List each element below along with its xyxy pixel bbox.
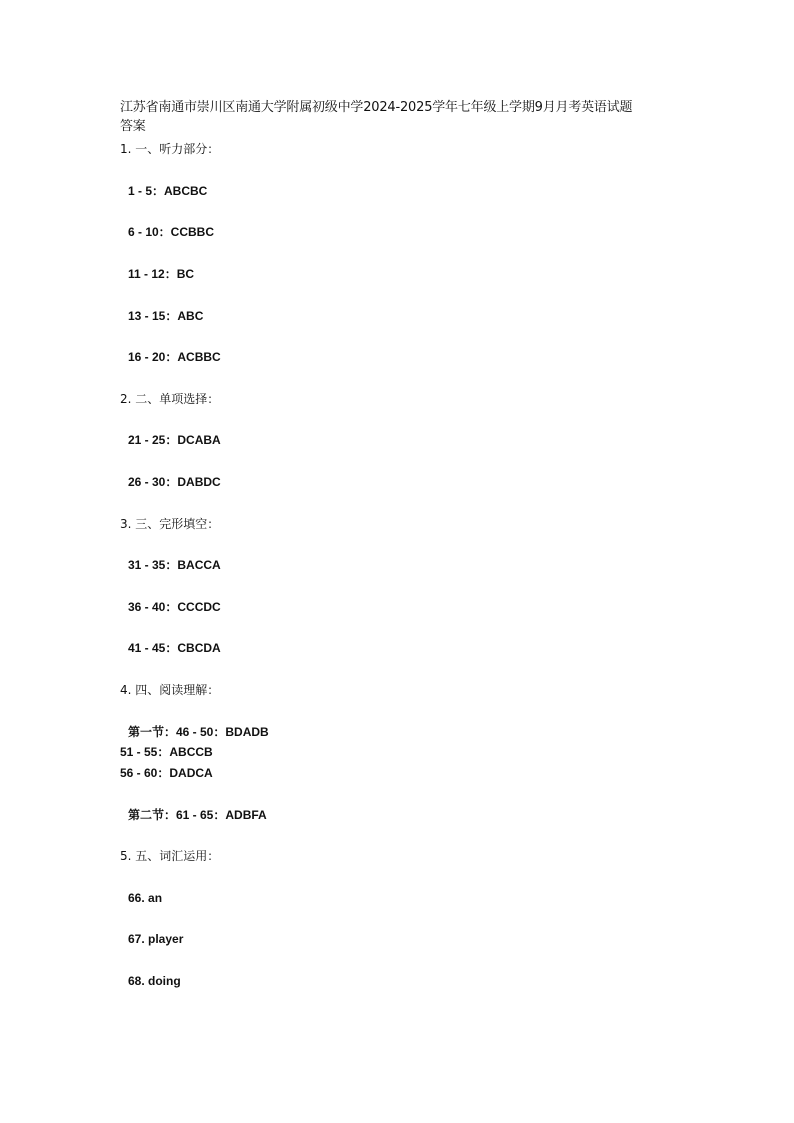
- document-subtitle: 答案: [120, 119, 146, 134]
- answer-line: 26 - 30：DABDC: [128, 475, 221, 489]
- answer-line: 21 - 25：DCABA: [128, 433, 221, 447]
- answer-line: 51 - 55：ABCCB: [120, 745, 213, 759]
- answer-line: 第二节：61 - 65：ADBFA: [128, 808, 267, 822]
- section-heading-single-choice: 2. 二、单项选择：: [120, 392, 220, 406]
- document-title-text: 江苏省南通市崇川区南通大学附属初级中学2024-2025学年七年级上学期9月月考英语试题: [120, 100, 633, 115]
- answer-line: 第一节：46 - 50：BDADB: [128, 725, 269, 739]
- section-heading-vocabulary: 5. 五、词汇运用：: [120, 849, 220, 863]
- section-heading-reading: 4. 四、阅读理解：: [120, 683, 220, 697]
- answer-line: 1 - 5：ABCBC: [128, 184, 208, 198]
- answer-line: 6 - 10：CCBBC: [128, 225, 215, 239]
- answer-line: 56 - 60：DADCA: [120, 766, 213, 780]
- answer-line: 31 - 35：BACCA: [128, 558, 221, 572]
- section-heading-cloze: 3. 三、完形填空：: [120, 517, 220, 531]
- answer-line: 16 - 20：ACBBC: [128, 350, 221, 364]
- answer-line: 13 - 15：ABC: [128, 309, 204, 323]
- answer-line: 36 - 40：CCCDC: [128, 600, 221, 614]
- answer-line: 66. an: [128, 891, 163, 905]
- section-heading-listening: 1. 一、听力部分：: [120, 142, 220, 156]
- answer-line: 41 - 45：CBCDA: [128, 641, 221, 655]
- answer-line: 68. doing: [128, 974, 181, 988]
- answer-line: 11 - 12：BC: [128, 267, 195, 281]
- answer-line: 67. player: [128, 932, 184, 946]
- document-title: [120, 98, 720, 136]
